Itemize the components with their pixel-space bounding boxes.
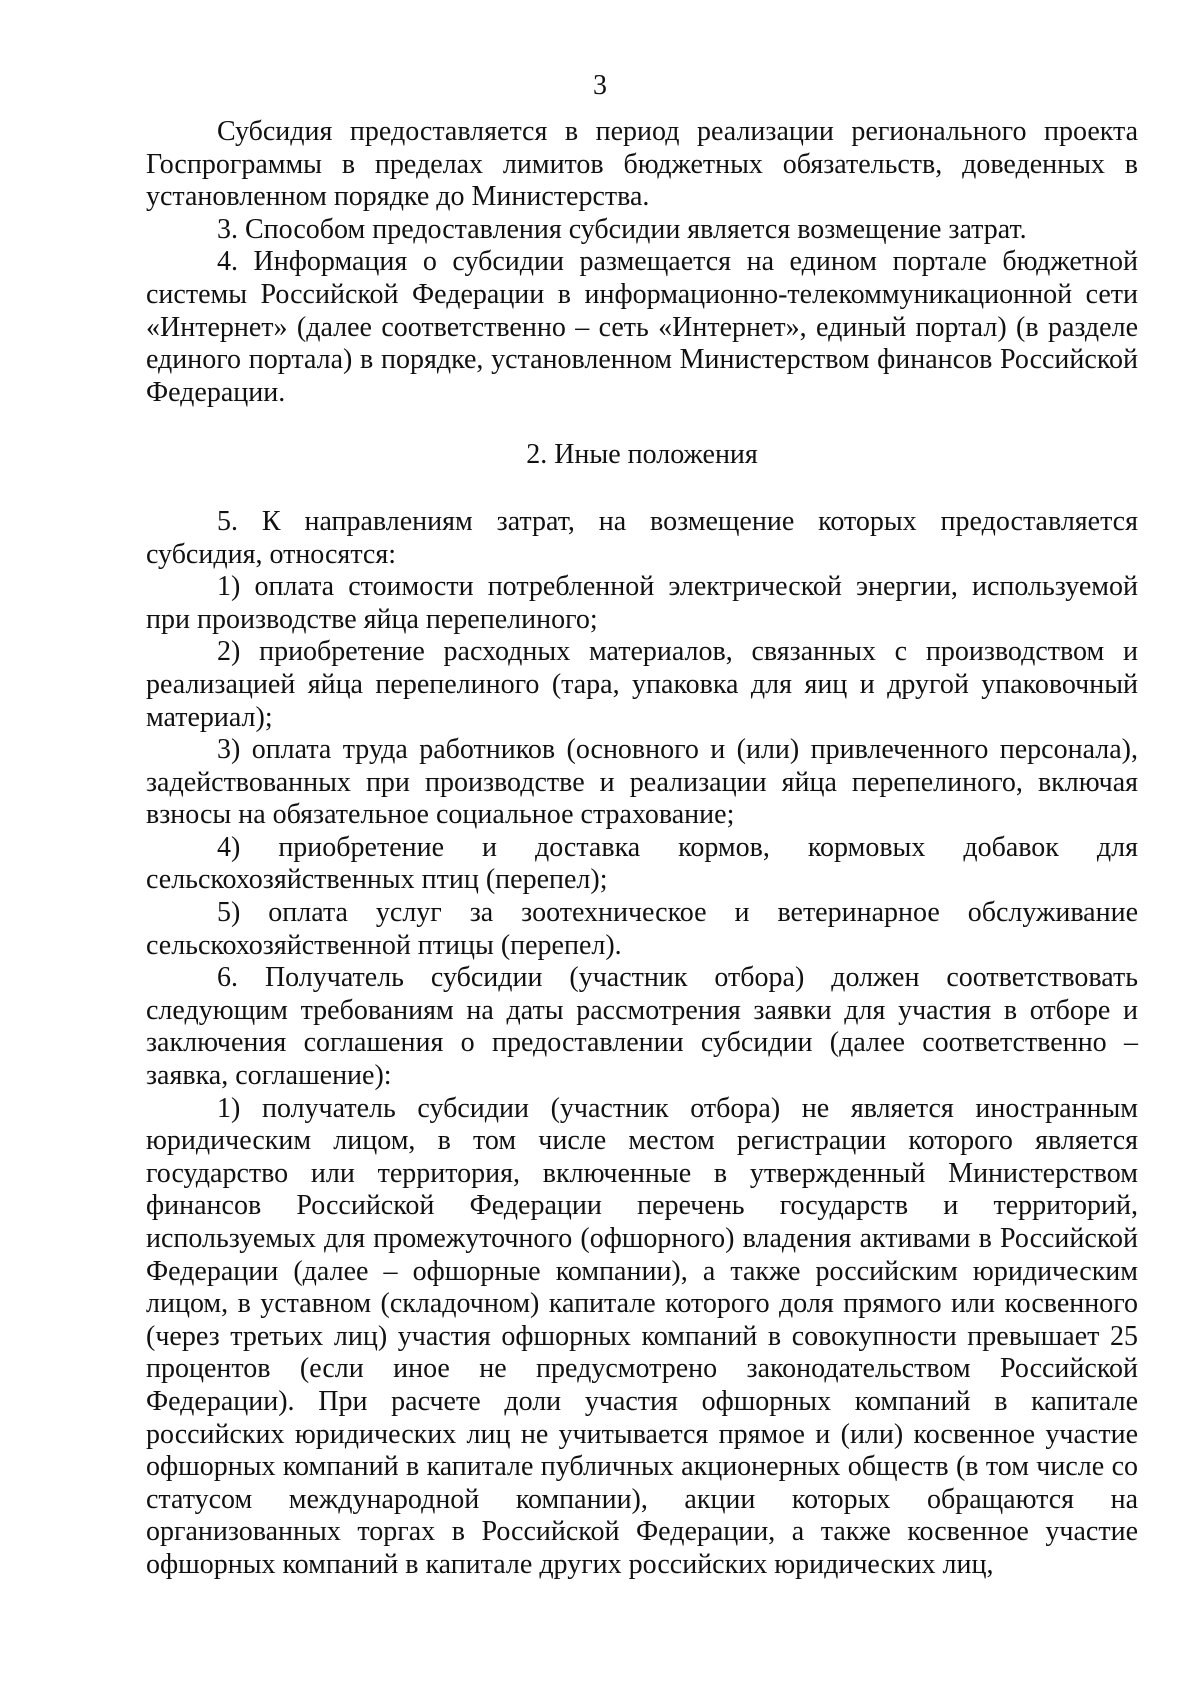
document-body	[146, 116, 1138, 1582]
paragraph-item-3: 3. Способом предоставления субсидии является возмещение затрат.	[217, 213, 1027, 245]
paragraph-item-6: 6. Получатель субсидии (участник отбора) должен соответствовать следующим требованиям на даты рассмотрения заявки для участия в отборе и заключения соглашения о предоставлении субсидии (далее соответственно – заявка, соглашение):	[146, 962, 1138, 1092]
paragraph-item-5: 5. К направлениям затрат, на возмещение которых предоставляется субсидия, относятся:	[146, 505, 1138, 570]
paragraph-subsidy-period: Субсидия предоставляется в период реализации регионального проекта Госпрограммы в пределах лимитов бюджетных обязательств, доведенных в установленном порядке до Министерства.	[146, 116, 1138, 213]
paragraph-item-4: 4. Информация о субсидии размещается на едином портале бюджетной системы Российской Федерации в информационно-телекоммуникационной сети «Интернет» (далее соответственно – сеть «Интернет», единый портал) (в разделе единого портала) в порядке, установленном Министерством финансов Российской Федерации.	[146, 246, 1138, 408]
paragraph-item-6-1: 1) получатель субсидии (участник отбора) не является иностранным юридическим лицом, в том числе местом регистрации которого является государство или территория, включенные в утвержденный Министерством финансов Российской Федерации перечень государств и территорий, используемых для промежуточного (офшорного) владения активами в Российской Федерации (далее – офшорные компании), а также российским юридическим лицом, в уставном (складочном) капитале которого доля прямого или косвенного (через третьих лиц) участия офшорных компаний в совокупности превышает 25 процентов (если иное не предусмотрено законодательством Российской Федерации). При расчете доли участия офшорных компаний в капитале российских юридических лиц не учитывается прямое и (или) косвенное участие офшорных компаний в капитале публичных акционерных обществ (в том числе со статусом международной компании), акции которых обращаются на организованных торгах в Российской Федерации, а также косвенное участие офшорных компаний в капитале других российских юридических лиц,	[146, 1092, 1138, 1580]
paragraph-item-5-2: 2) приобретение расходных материалов, связанных с производством и реализацией яйца перепелиного (тара, упаковка для яиц и другой упаковочный материал);	[146, 636, 1138, 733]
paragraph-item-5-3: 3) оплата труда работников (основного и (или) привлеченного персонала), задействованных при производстве и реализации яйца перепелиного, включая взносы на обязательное социальное страхование;	[146, 734, 1138, 831]
paragraph-item-5-5: 5) оплата услуг за зоотехническое и ветеринарное обслуживание сельскохозяйственной птицы (перепел).	[146, 897, 1138, 961]
section-heading: 2. Иные положения	[526, 439, 758, 471]
paragraph-item-5-4: 4) приобретение и доставка кормов, кормовых добавок для сельскохозяйственных птиц (перепел);	[146, 831, 1138, 896]
page-number: 3	[593, 70, 607, 101]
paragraph-item-5-1: 1) оплата стоимости потребленной электрической энергии, используемой при производстве яйца перепелиного;	[146, 571, 1138, 635]
